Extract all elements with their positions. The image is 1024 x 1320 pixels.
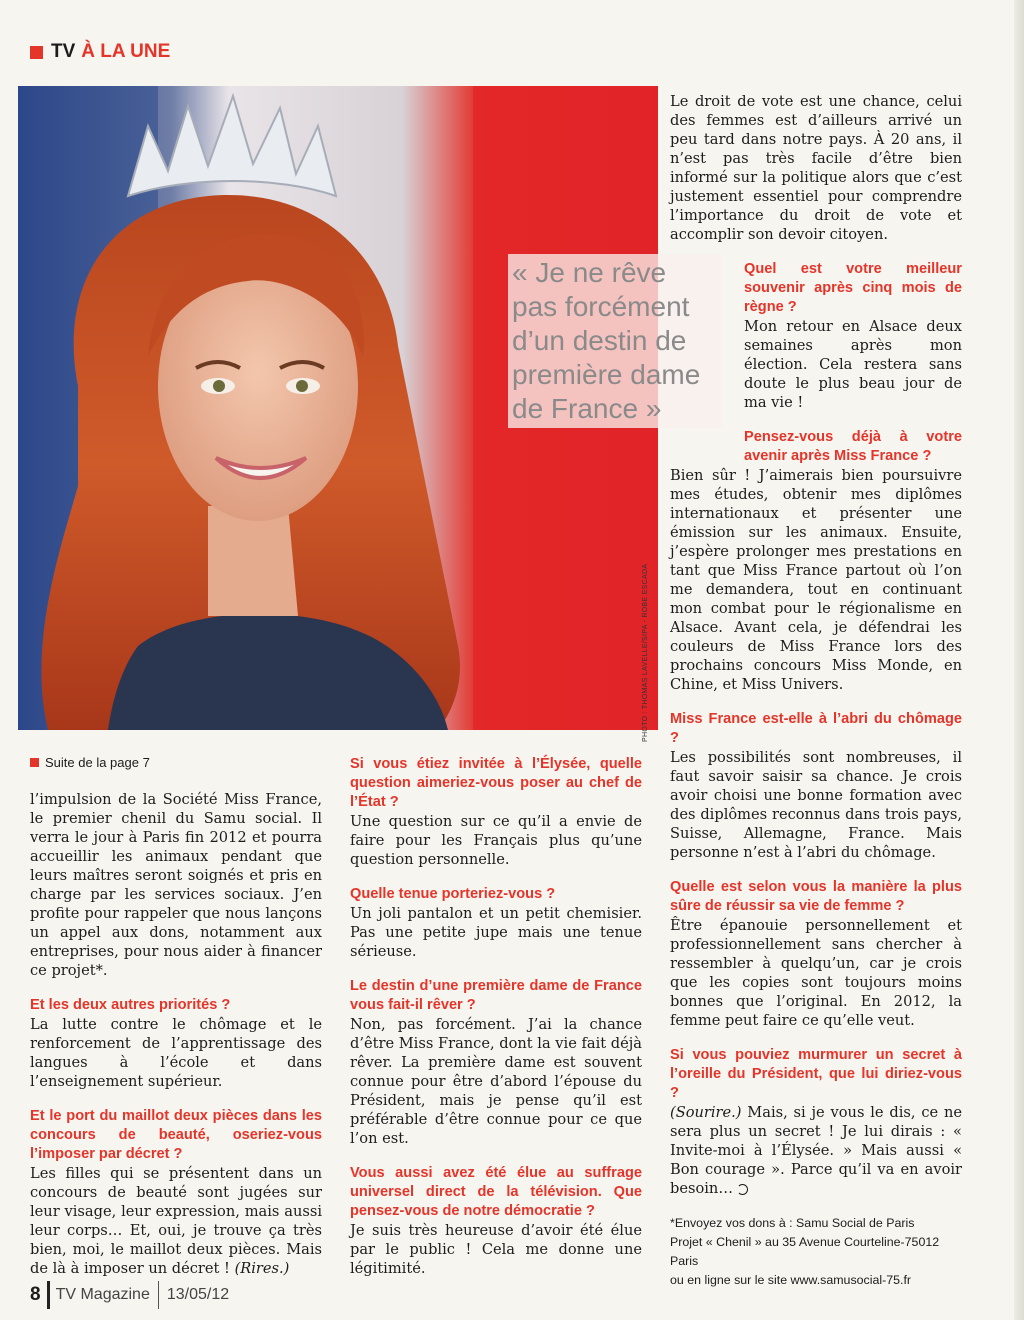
body-paragraph: l’impulsion de la Société Miss France, le premier chenil du Samu social. Il verra le jour à Paris fin 2012 et pourra accueillir les animaux pendant que leurs maîtres seront soignés et pris en charge par les services sociaux. J’en profite pour rappeler que nous lançons un appel aux dons, notamment aux entreprises, pour nous aider à financer ce projet*.: [30, 791, 322, 979]
header-red-square: [30, 46, 43, 59]
pull-quote-line: « Je ne rêve: [512, 257, 667, 288]
question-heading: Quelle tenue porteriez-vous ?: [350, 886, 556, 902]
right-iris: [296, 380, 308, 392]
question-heading: Si vous pouviez murmurer un secret à l’oreille du Président, que lui diriez-vous ?: [670, 1047, 962, 1101]
answer-paragraph: Non, pas forcément. J’ai la chance d’être Miss France, dont la vie fait déjà rêver. La première dame est souvent connue pour être d’abord l’épouse du Président, mais je pense qu’il est préférable d’être connue pour ce que l’on est.: [350, 1016, 642, 1147]
left-iris: [213, 380, 225, 392]
answer-paragraph: La lutte contre le chômage et le renforcement de l’apprentissage des langues à l’école et dans l’enseignement supérieur.: [30, 1016, 322, 1090]
question-heading: Et le port du maillot deux pièces dans les concours de beauté, oseriez-vous l’imposer par décret ?: [30, 1108, 322, 1162]
answer-aside: (Sourire.): [670, 1104, 742, 1121]
column-3: [670, 92, 962, 1290]
question-heading: Miss France est-elle à l’abri du chômage ?: [670, 711, 962, 746]
magazine-name: TV Magazine: [55, 1286, 150, 1303]
page-edge: [1014, 0, 1024, 1320]
question-block-indented: [744, 260, 962, 466]
pull-quote-line: première dame: [512, 359, 701, 390]
footer-divider: [47, 1281, 50, 1309]
column-1: [30, 753, 322, 1278]
question-heading: Quelle est selon vous la manière la plus sûre de réussir sa vie de femme ?: [670, 879, 962, 914]
photo-credit: PHOTO : THOMAS LAVELLE/SIPA - ROBE ESCADA: [642, 563, 649, 742]
header-rubric: TV: [51, 41, 76, 62]
answer-paragraph: Une question sur ce qu’il a envie de faire pour les Français plus qu’une question personnelle.: [350, 813, 642, 868]
header-section: À LA UNE: [81, 41, 171, 62]
answer-paragraph: [670, 1103, 962, 1198]
continued-label: Suite de la page 7: [45, 755, 150, 770]
issue-date: 13/05/12: [166, 1286, 230, 1303]
answer-paragraph: Être épanouie personnellement et professionnellement sans chercher à ressembler à quelqu’un, car je crois que les copies sont toujours moins bonnes que l’original. En 2012, la femme peut faire ce qu’elle veut.: [670, 917, 962, 1029]
note-line: ou en ligne sur le site www.samusocial-75.fr: [670, 1273, 912, 1287]
page-footer: [30, 1281, 229, 1309]
end-of-article-icon: [737, 1184, 748, 1195]
continued-red-square: [30, 758, 39, 767]
neck-shape: [208, 506, 298, 616]
pull-quote-line: de France »: [512, 393, 662, 424]
continued-from: [30, 753, 322, 772]
pull-quote-line: pas forcément: [512, 291, 690, 322]
pull-quote-line: d’un destin de: [512, 325, 687, 356]
question-heading: Vous aussi avez été élue au suffrage universel direct de la télévision. Que pensez-vous de notre démocratie ?: [350, 1165, 642, 1219]
question-heading: Le destin d’une première dame de France vous fait-il rêver ?: [350, 978, 642, 1013]
question-heading: Si vous étiez invitée à l’Élysée, quelle question aimeriez-vous poser au chef de l’État ?: [350, 756, 642, 810]
question-heading: Pensez-vous déjà à votre avenir après Miss France ?: [744, 429, 962, 464]
question-heading: Et les deux autres priorités ?: [30, 997, 231, 1013]
footer-divider: [158, 1281, 159, 1309]
answer-aside: (Rires.): [234, 1260, 290, 1277]
note-line: Projet « Chenil » au 35 Avenue Courteline-75012 Paris: [670, 1235, 940, 1268]
section-header: [30, 40, 170, 64]
answer-text: Les filles qui se présentent dans un concours de beauté sont jugées sur leur visage, leur expression, mais aussi leur corps… Et, oui, je trouve ça très bien, moi, le maillot deux pièces. Mais de là à imposer un décret !: [30, 1165, 322, 1277]
body-paragraph: Le droit de vote est une chance, celui des femmes est d’ailleurs arrivé un peu tard dans notre pays. À 20 ans, il n’est pas très facile d’être bien informé sur la politique alors que c’est justement essentiel pour comprendre l’importance du droit de vote et accomplir son devoir citoyen.: [670, 93, 962, 243]
answer-paragraph: Un joli pantalon et un petit chemisier. Pas une petite jupe mais une tenue sérieuse.: [350, 905, 642, 960]
answer-paragraph: Je suis très heureuse d’avoir été élue par le public ! Cela me donne une légitimité.: [350, 1222, 642, 1277]
answer-paragraph: Bien sûr ! J’aimerais bien poursuivre mes études, obtenir mes diplômes internationaux et présenter une émission sur les animaux. Ensuite, j’espère prolonger mes prestations en tant que Miss France partout où l’on me demandera, tout en continuant mon combat pour le régionalisme en Alsace. Avant cela, je défendrai les couleurs de Miss France lors des prochains concours Miss Monde, en Chine, et Miss Univers.: [670, 467, 962, 693]
answer-text: Mais, si je vous le dis, ce ne sera plus un secret ! Je lui dirais : « Invite-moi à l’Élysée. » Mais aussi « Bon courage ». Parce qu’il va en avoir besoin…: [670, 1104, 963, 1197]
page-number: 8: [30, 1284, 41, 1305]
answer-paragraph: Mon retour en Alsace deux semaines après mon élection. Cela restera sans doute le plus beau jour de ma vie !: [744, 318, 962, 411]
note-line: *Envoyez vos dons à : Samu Social de Paris: [670, 1216, 915, 1230]
answer-paragraph: Les possibilités sont nombreuses, il faut savoir saisir sa chance. Je crois avoir choisi une bonne formation avec des diplômes reconnus dans trois pays, Suisse, Allemagne, France. Mais personne n’est à l’abri du chômage.: [670, 749, 962, 861]
column-2: [350, 755, 642, 1278]
donation-note: [670, 1214, 962, 1290]
question-heading: Quel est votre meilleur souvenir après cinq mois de règne ?: [744, 261, 962, 315]
answer-paragraph: [30, 1164, 322, 1278]
